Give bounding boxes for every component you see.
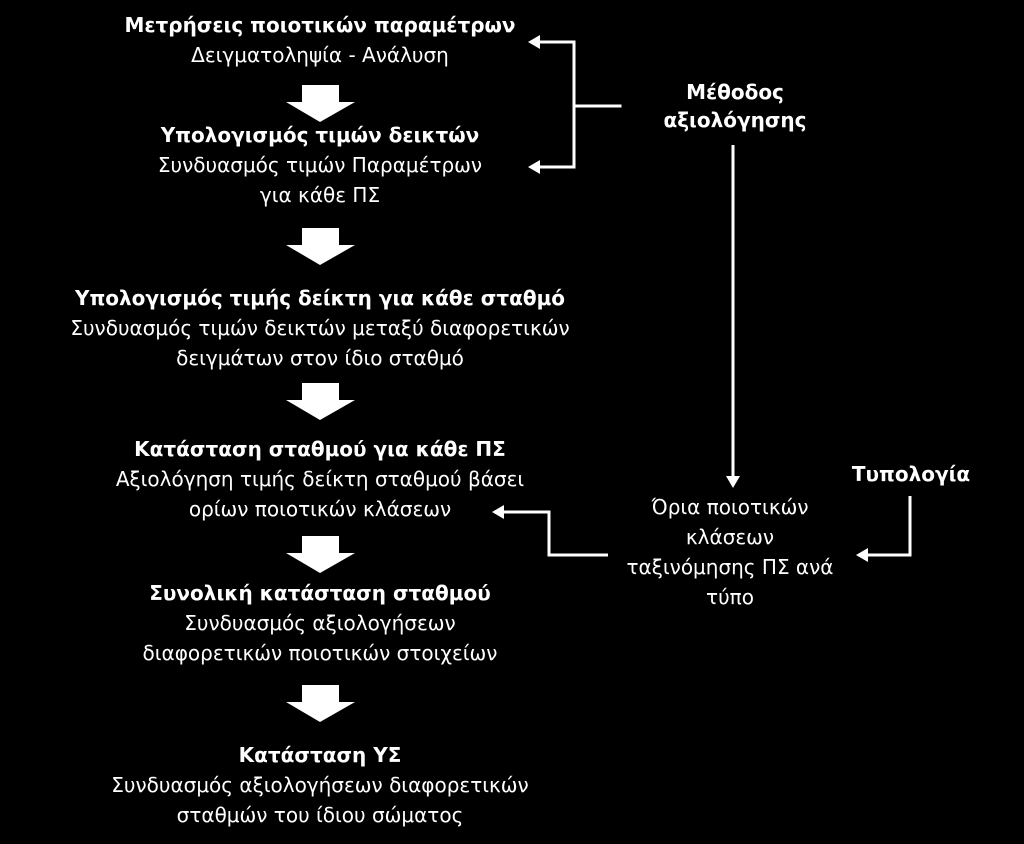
arrowhead-from-typology bbox=[856, 548, 868, 562]
typology-label bbox=[836, 460, 986, 488]
step-station-status bbox=[0, 434, 640, 524]
step-description: διαφορετικών ποιοτικών στοιχείων bbox=[142, 641, 498, 665]
step-measurements bbox=[0, 10, 640, 70]
step-description: σταθμών του ίδιου σώματος bbox=[176, 803, 464, 827]
step-description: Συνδυασμός τιμών Παραμέτρων bbox=[157, 153, 483, 177]
step-title: Κατάσταση σταθμού για κάθε ΠΣ bbox=[134, 437, 506, 461]
method-label bbox=[640, 78, 830, 134]
down-arrow-4 bbox=[286, 536, 355, 573]
step-description: Αξιολόγηση τιμής δείκτη σταθμού βάσει bbox=[115, 467, 525, 491]
class-limits-box bbox=[605, 492, 855, 612]
step-overall-station-status bbox=[0, 578, 640, 668]
typology-to-limits-connector bbox=[866, 496, 910, 555]
step-description: Συνδυασμός αξιολογήσεων bbox=[184, 611, 456, 635]
step-indicator-values bbox=[0, 120, 640, 210]
step-description: Δειγματοληψία - Ανάλυση bbox=[191, 43, 449, 67]
arrowhead-to-limits bbox=[726, 476, 740, 488]
down-arrow-1 bbox=[286, 85, 355, 122]
step-description: δειγμάτων στον ίδιο σταθμό bbox=[176, 346, 464, 370]
typology-label-text: Τυπολογία bbox=[851, 462, 971, 486]
step-description: για κάθε ΠΣ bbox=[259, 183, 381, 207]
down-arrow-2 bbox=[286, 228, 355, 265]
step-description: ορίων ποιοτικών κλάσεων bbox=[188, 497, 452, 521]
class-limits-line: τύπο bbox=[706, 585, 754, 609]
step-water-body-status bbox=[0, 740, 640, 830]
class-limits-line: Όρια ποιοτικών bbox=[651, 495, 809, 519]
step-station-indicator bbox=[0, 283, 640, 373]
step-title: Υπολογισμός τιμών δεικτών bbox=[160, 123, 480, 147]
method-label-line: αξιολόγησης bbox=[663, 108, 807, 132]
step-description: Συνδυασμός τιμών δεικτών μεταξύ διαφορετικών bbox=[70, 316, 570, 340]
step-title: Κατάσταση ΥΣ bbox=[238, 743, 402, 767]
step-title: Συνολική κατάσταση σταθμού bbox=[149, 581, 491, 605]
step-title: Μετρήσεις ποιοτικών παραμέτρων bbox=[124, 13, 516, 37]
down-arrow-5 bbox=[286, 685, 355, 722]
step-title: Υπολογισμός τιμής δείκτη για κάθε σταθμό bbox=[74, 286, 566, 310]
class-limits-line: ταξινόμησης ΠΣ ανά bbox=[626, 555, 834, 579]
down-arrow-3 bbox=[286, 383, 355, 420]
class-limits-line: κλάσεων bbox=[685, 525, 775, 549]
step-description: Συνδυασμός αξιολογήσεων διαφορετικών bbox=[111, 773, 529, 797]
method-label-line: Μέθοδος bbox=[686, 80, 784, 104]
